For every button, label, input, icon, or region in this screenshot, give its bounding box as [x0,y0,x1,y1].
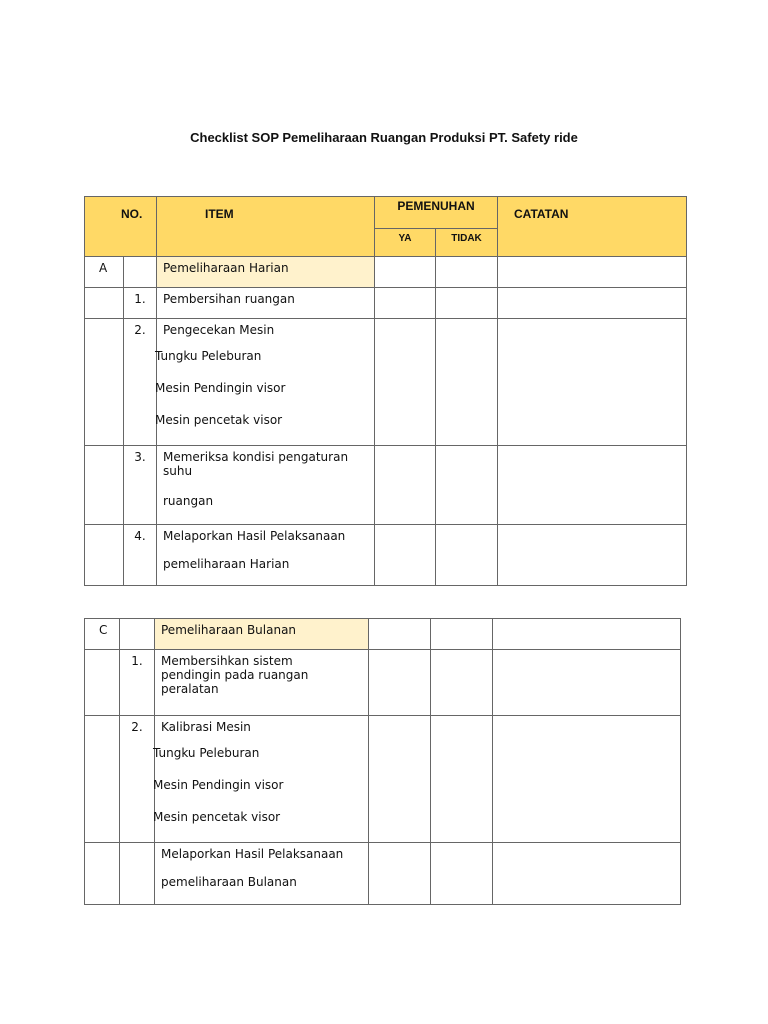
row-item: Membersihkan sistem pendingin pada ruangan peralatan [155,650,369,716]
row-number: 1. [120,650,155,716]
tidak-cell[interactable] [431,843,493,905]
section-row-a [85,257,687,288]
row-item-text-continued: pemeliharaan Bulanan [161,875,297,889]
catatan-cell[interactable] [498,319,687,446]
header-item-label: ITEM [205,207,234,221]
catatan-cell[interactable] [493,650,681,716]
ya-cell[interactable] [375,525,436,586]
row-item-text: Melaporkan Hasil Pelaksanaan [161,847,344,861]
tidak-cell[interactable] [436,288,498,319]
sub-item: Mesin pencetak visor [155,413,283,427]
tidak-cell[interactable] [436,319,498,446]
table-row [85,446,687,525]
sub-item: Mesin pencetak visor [153,810,281,824]
tidak-cell[interactable] [431,619,493,650]
sub-item: Mesin Pendingin visor [155,381,286,395]
header-tidak [436,229,498,257]
section-row-c [85,619,681,650]
sub-item: Tungku Peleburan [155,349,262,363]
tidak-cell[interactable] [436,446,498,525]
row-number: 1. [124,288,157,319]
header-ya [375,229,436,257]
row-item [157,446,375,525]
row-item: Pembersihan ruangan [157,288,375,319]
row-item [157,525,375,586]
row-item-text: Pengecekan Mesin [163,323,275,337]
row-number: 3. [124,446,157,525]
ya-cell[interactable] [375,288,436,319]
row-item [157,319,375,446]
table-row [85,650,681,716]
header-no [85,197,157,257]
table-row [85,319,687,446]
table-row [85,525,687,586]
header-tidak-label: TIDAK [451,233,482,244]
catatan-cell[interactable] [498,288,687,319]
table-row [85,288,687,319]
ya-cell[interactable] [369,619,431,650]
table-row [85,716,681,843]
catatan-cell[interactable] [493,843,681,905]
section-label: Pemeliharaan Harian [157,257,375,288]
tidak-cell[interactable] [436,525,498,586]
header-no-label: NO. [121,207,143,221]
header-catatan-label: CATATAN [514,207,569,221]
tidak-cell[interactable] [431,716,493,843]
checklist-table-harian [84,196,687,586]
row-item-text-continued: pemeliharaan Harian [163,557,290,571]
row-number [120,843,155,905]
header-ya-label: YA [398,233,412,244]
row-number: 4. [124,525,157,586]
catatan-cell[interactable] [493,716,681,843]
catatan-cell[interactable] [498,525,687,586]
row-item [155,716,369,843]
row-item [155,843,369,905]
row-item-text: Kalibrasi Mesin [161,720,251,734]
section-letter: A [85,257,124,288]
header-pemenuhan [375,197,498,229]
ya-cell[interactable] [369,716,431,843]
ya-cell[interactable] [375,257,436,288]
checklist-table-bulanan [84,618,681,905]
catatan-cell[interactable] [498,257,687,288]
header-pemenuhan-label: PEMENUHAN [397,199,475,213]
table-row [85,843,681,905]
header-item [157,197,375,257]
row-number: 2. [120,716,155,843]
ya-cell[interactable] [369,650,431,716]
section-label: Pemeliharaan Bulanan [155,619,369,650]
row-number: 2. [124,319,157,446]
page-title: Checklist SOP Pemeliharaan Ruangan Produksi PT. Safety ride [190,130,578,145]
header-catatan [498,197,687,257]
tidak-cell[interactable] [431,650,493,716]
row-item-text-continued: ruangan [163,494,214,508]
row-item-text: Melaporkan Hasil Pelaksanaan [163,529,346,543]
tidak-cell[interactable] [436,257,498,288]
catatan-cell[interactable] [498,446,687,525]
row-item-text: Memeriksa kondisi pengaturan suhu [163,450,349,478]
sub-item: Mesin Pendingin visor [153,778,284,792]
catatan-cell[interactable] [493,619,681,650]
section-letter: C [85,619,120,650]
ya-cell[interactable] [369,843,431,905]
ya-cell[interactable] [375,319,436,446]
sub-item: Tungku Peleburan [153,746,260,760]
ya-cell[interactable] [375,446,436,525]
